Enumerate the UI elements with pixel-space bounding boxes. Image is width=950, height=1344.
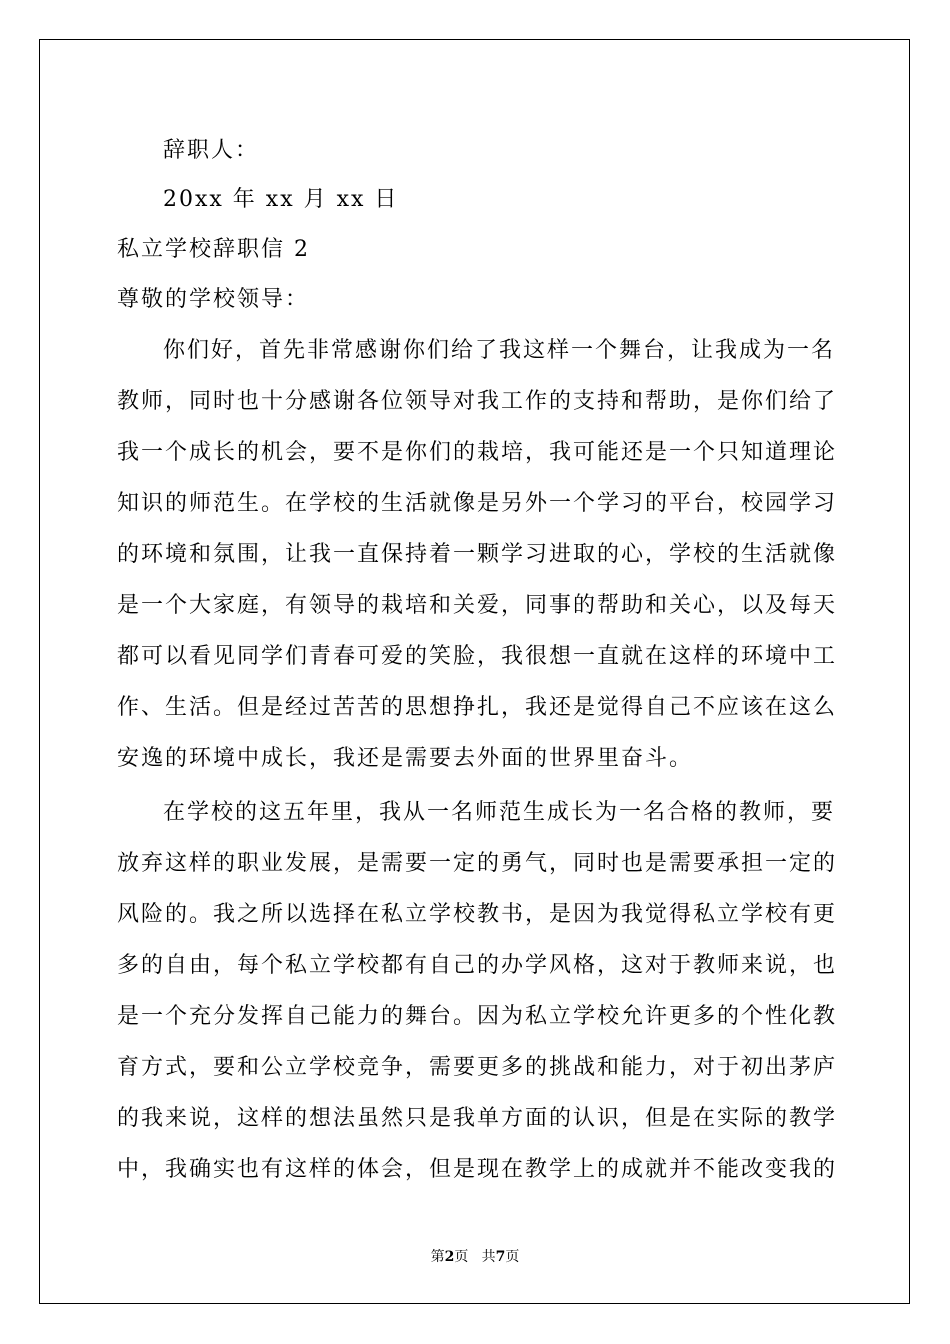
- page-suffix: 页: [454, 1249, 469, 1265]
- paragraph-line: 知识的师范生。在学校的生活就像是另外一个学习的平台，校园学习: [117, 491, 838, 516]
- paragraph-line: 教师，同时也十分感谢各位领导对我工作的支持和帮助，是你们给了: [117, 389, 838, 414]
- signature-date: 20xx 年 xx 月 xx 日: [163, 187, 399, 212]
- paragraph-line: 你们好，首先非常感谢你们给了我这样一个舞台，让我成为一名: [163, 338, 836, 363]
- salutation: 尊敬的学校领导：: [117, 287, 310, 312]
- total-pages: 7: [495, 1249, 506, 1265]
- letter-title: 私立学校辞职信 2: [117, 237, 310, 262]
- page-prefix: 第: [430, 1249, 445, 1265]
- page-number: 2: [444, 1249, 455, 1265]
- paragraph-line: 我一个成长的机会，要不是你们的栽培，我可能还是一个只知道理论: [117, 440, 838, 465]
- resigner-label: 辞职人：: [163, 138, 260, 163]
- paragraph-line: 多的自由，每个私立学校都有自己的办学风格，这对于教师来说，也: [117, 953, 838, 978]
- paragraph-line: 风险的。我之所以选择在私立学校教书，是因为我觉得私立学校有更: [117, 902, 838, 927]
- paragraph-line: 在学校的这五年里，我从一名师范生成长为一名合格的教师，要: [163, 800, 836, 825]
- paragraph-line: 的我来说，这样的想法虽然只是我单方面的认识，但是在实际的教学: [117, 1106, 838, 1131]
- total-suffix: 页: [505, 1249, 520, 1265]
- page-footer: [0, 1248, 950, 1266]
- paragraph-line: 是一个充分发挥自己能力的舞台。因为私立学校允许更多的个性化教: [117, 1004, 838, 1029]
- paragraph-line: 安逸的环境中成长，我还是需要去外面的世界里奋斗。: [117, 746, 694, 771]
- paragraph-line: 育方式，要和公立学校竞争，需要更多的挑战和能力，对于初出茅庐: [117, 1055, 838, 1080]
- paragraph-line: 是一个大家庭，有领导的栽培和关爱，同事的帮助和关心，以及每天: [117, 593, 838, 618]
- paragraph-line: 的环境和氛围，让我一直保持着一颗学习进取的心，学校的生活就像: [117, 542, 838, 567]
- paragraph-line: 中，我确实也有这样的体会，但是现在教学上的成就并不能改变我的: [117, 1157, 838, 1182]
- paragraph-line: 放弃这样的职业发展，是需要一定的勇气，同时也是需要承担一定的: [117, 851, 838, 876]
- paragraph-line: 都可以看见同学们青春可爱的笑脸，我很想一直就在这样的环境中工: [117, 644, 838, 669]
- total-prefix: 共: [481, 1249, 496, 1265]
- paragraph-line: 作、生活。但是经过苦苦的思想挣扎，我还是觉得自己不应该在这么: [117, 695, 838, 720]
